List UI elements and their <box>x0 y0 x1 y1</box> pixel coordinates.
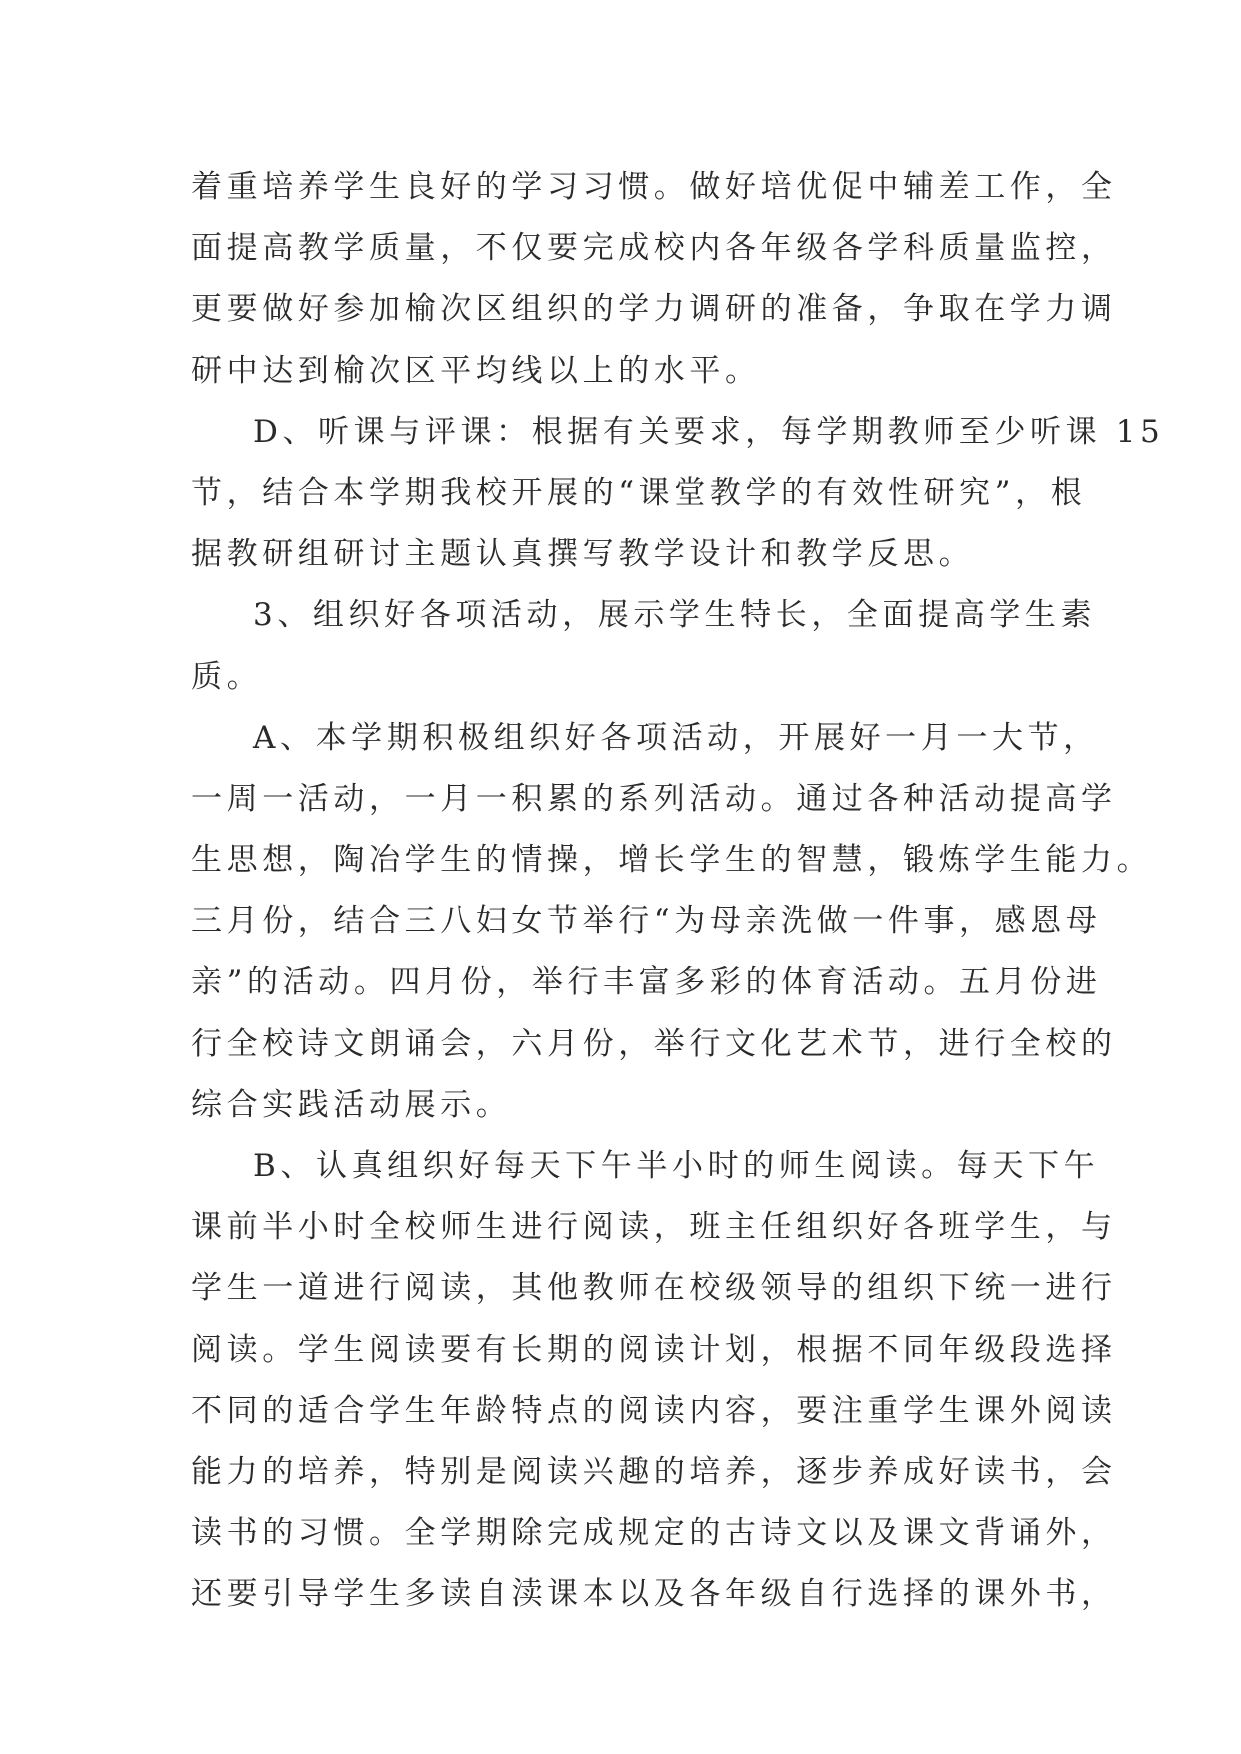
text-line: 综合实践活动展示。 <box>191 1086 512 1123</box>
text-line: 课前半小时全校师生进行阅读，班主任组织好各班学生，与 <box>191 1209 1117 1246</box>
text-line: 据教研组研讨主题认真撰写教学设计和教学反思。 <box>191 536 975 573</box>
text-line: 节，结合本学期我校开展的“课堂教学的有效性研究”，根 <box>191 474 1087 511</box>
text-line: 能力的培养，特别是阅读兴趣的培养，逐步养成好读书，会 <box>191 1453 1117 1490</box>
text-line: 阅读。学生阅读要有长期的阅读计划，根据不同年级段选择 <box>191 1331 1117 1368</box>
text-line: 生思想，陶冶学生的情操，增长学生的智慧，锻炼学生能力。 <box>191 842 1153 879</box>
text-line: 质。 <box>191 658 263 695</box>
text-line: 还要引导学生多读自渎课本以及各年级自行选择的课外书， <box>191 1576 1117 1613</box>
text-line: 亲”的活动。四月份，举行丰富多彩的体育活动。五月份进 <box>191 964 1102 1001</box>
text-line: 行全校诗文朗诵会，六月份，举行文化艺术节，进行全校的 <box>191 1025 1117 1062</box>
text-line: 着重培养学生良好的学习习惯。做好培优促中辅差工作，全 <box>191 169 1117 205</box>
text-line: 更要做好参加榆次区组织的学力调研的准备，争取在学力调 <box>191 291 1117 328</box>
text-line: A、本学期积极组织好各项活动，开展好一月一大节， <box>253 719 1099 756</box>
paragraph-lesson-observation <box>191 402 1165 586</box>
text-line: 读书的习惯。全学期除完成规定的古诗文以及课文背诵外， <box>191 1515 1117 1552</box>
text-line: 面提高教学质量，不仅要完成校内各年级各学科质量监控， <box>191 230 1117 267</box>
text-line: D、听课与评课：根据有关要求，每学期教师至少听课 15 <box>253 413 1165 450</box>
text-line: B、认真组织好每天下午半小时的师生阅读。每天下午 <box>253 1148 1100 1184</box>
text-line: 一周一活动，一月一积累的系列活动。通过各种活动提高学 <box>191 780 1117 817</box>
paragraph-activities-heading <box>191 585 1097 707</box>
document-body <box>191 157 1165 1626</box>
paragraph-teaching-quality <box>191 157 1117 402</box>
text-line: 不同的适合学生年龄特点的阅读内容，要注重学生课外阅读 <box>191 1392 1117 1429</box>
paragraph-reading-plan <box>191 1136 1117 1626</box>
text-line: 学生一道进行阅读，其他教师在校级领导的组织下统一进行 <box>191 1270 1117 1307</box>
text-line: 研中达到榆次区平均线以上的水平。 <box>191 352 761 389</box>
text-line: 3、组织好各项活动，展示学生特长，全面提高学生素 <box>253 597 1097 634</box>
text-line: 三月份，结合三八妇女节举行“为母亲洗做一件事，感恩母 <box>191 903 1102 940</box>
paragraph-activities-plan <box>191 708 1153 1136</box>
